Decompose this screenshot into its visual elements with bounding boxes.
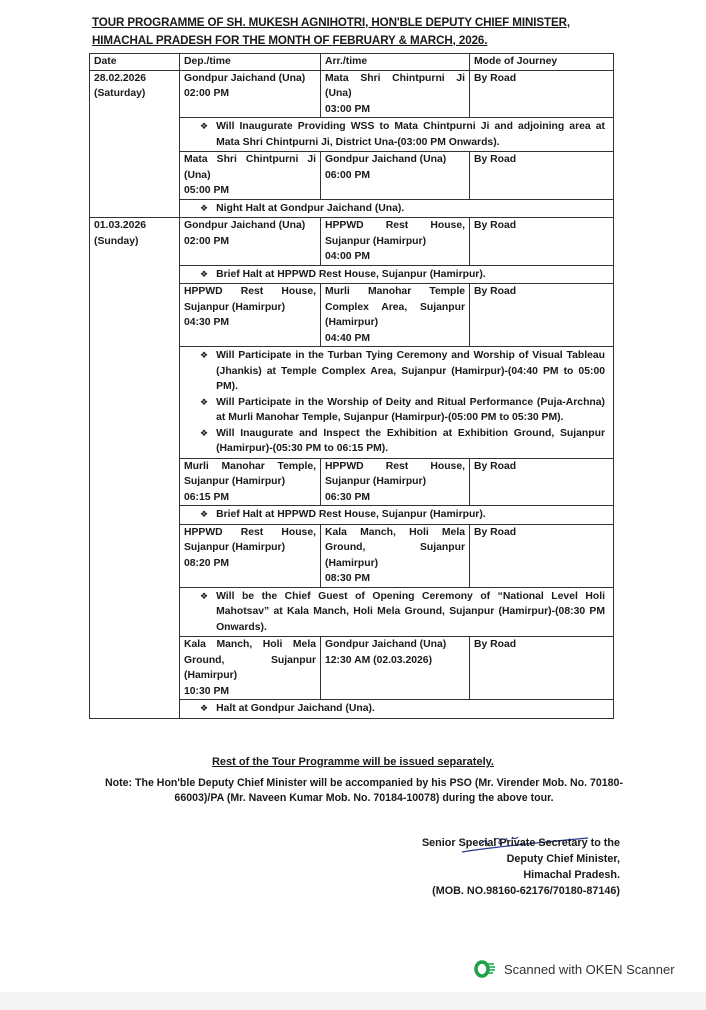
arrival-cell — [321, 458, 470, 506]
mode-cell: By Road — [470, 284, 614, 347]
accompaniment-note: Note: The Hon'ble Deputy Chief Minister will be accompanied by his PSO (Mr. Virender Mob. No. 70180-66003)/PA (Mr. Naveen Kumar Mob. No. 70184-10078) during the above tour. — [105, 777, 623, 804]
journey-row — [90, 524, 614, 587]
time-value: 06:15 PM — [184, 491, 230, 503]
scanner-watermark — [474, 960, 675, 978]
place-name: Kala Manch, Holi Mela Ground, Sujanpur (Hamirpur) — [325, 526, 465, 569]
departure-cell — [180, 70, 321, 118]
column-header: Dep./time — [180, 54, 321, 71]
time-value: 08:30 PM — [325, 573, 371, 584]
departure-cell — [180, 152, 321, 200]
activity-cell — [180, 700, 614, 719]
time-value: 02:00 PM — [184, 235, 230, 247]
time-value: 06:30 PM — [325, 491, 371, 503]
activity-text: Night Halt at Gondpur Jaichand (Una). — [216, 202, 405, 214]
arrival-cell — [321, 152, 470, 200]
date-cell — [90, 458, 180, 506]
tour-schedule-table — [89, 53, 614, 719]
arrival-cell — [321, 284, 470, 347]
note-row — [90, 265, 614, 284]
activity-cell — [180, 265, 614, 284]
place-name: Gondpur Jaichand (Una) — [184, 220, 306, 231]
date-cell — [90, 637, 180, 700]
activity-cell — [180, 587, 614, 637]
table-header-row — [90, 54, 614, 71]
column-header: Date — [90, 54, 180, 71]
column-header: Arr./time — [321, 54, 470, 71]
arrival-cell — [321, 524, 470, 587]
diamond-dots-icon: ❖ — [200, 703, 209, 713]
signatory-designation: Senior Special Private Secretary to the — [421, 837, 620, 849]
departure-cell — [180, 218, 321, 266]
date-cell — [90, 70, 180, 118]
time-value: 10:30 PM — [184, 685, 230, 697]
activity-cell — [180, 506, 614, 525]
activity-item — [200, 507, 605, 523]
time-value: 04:00 PM — [325, 251, 371, 262]
diamond-dots-icon: ❖ — [200, 202, 209, 213]
place-name: Kala Manch, Holi Mela Ground, Sujanpur (Hamirpur) — [184, 639, 316, 681]
mode-cell: By Road — [470, 70, 614, 118]
diamond-dots-icon: ❖ — [200, 396, 209, 407]
place-name: Mata Shri Chintpurni Ji (Una) — [184, 154, 316, 181]
activity-cell — [180, 347, 614, 459]
activity-item — [200, 201, 605, 217]
diamond-dots-icon: ❖ — [200, 427, 209, 438]
place-name: Gondpur Jaichand (Una) — [325, 154, 447, 165]
mode-cell: By Road — [470, 637, 614, 700]
document-title: TOUR PROGRAMME OF SH. MUKESH AGNIHOTRI, HON'BLE DEPUTY CHIEF MINISTER, HIMACHAL PRADESH FOR THE MONTH OF FEBRUARY & MARCH, 2026. — [92, 16, 570, 47]
date-cell — [90, 284, 180, 347]
place-name: Murli Manohar Temple, Sujanpur (Hamirpur) — [184, 460, 316, 487]
date-cell — [90, 152, 180, 200]
diamond-dots-icon: ❖ — [200, 121, 209, 131]
scanner-label: Scanned with OKEN Scanner — [504, 961, 675, 977]
place-name: Gondpur Jaichand (Una) — [325, 639, 447, 650]
arrival-cell — [321, 70, 470, 118]
journey-row — [90, 458, 614, 506]
departure-cell — [180, 524, 321, 587]
date-cell — [90, 265, 180, 284]
note-row — [90, 587, 614, 637]
journey-row — [90, 70, 614, 118]
note-row — [90, 506, 614, 525]
place-name: Murli Manohar Temple Complex Area, Sujanpur (Hamirpur) — [325, 286, 465, 328]
note-row — [90, 118, 614, 152]
time-value: 08:20 PM — [184, 557, 230, 569]
rest-of-programme-notice: Rest of the Tour Programme will be issued separately. — [211, 756, 494, 768]
diamond-dots-icon: ❖ — [200, 268, 209, 279]
signatory-phone: (MOB. NO.98160-62176/70180-87146) — [432, 885, 620, 897]
place-name: HPPWD Rest House, Sujanpur (Hamirpur) — [184, 286, 316, 313]
place-name: HPPWD Rest House, Sujanpur (Hamirpur) — [184, 526, 316, 553]
time-value: 04:40 PM — [325, 332, 371, 344]
date-cell — [90, 218, 180, 266]
date-cell — [90, 506, 180, 525]
departure-cell — [180, 637, 321, 700]
time-value: 12:30 AM (02.03.2026) — [325, 654, 433, 666]
departure-cell — [180, 458, 321, 506]
diamond-dots-icon: ❖ — [200, 590, 209, 601]
day-name: (Sunday) — [94, 235, 139, 247]
note-row — [90, 347, 614, 459]
date-cell — [90, 199, 180, 218]
activity-cell — [180, 118, 614, 152]
signatory-block — [395, 835, 620, 899]
date-cell — [90, 700, 180, 719]
day-name: (Saturday) — [94, 88, 146, 99]
signatory-office: Deputy Chief Minister, — [506, 853, 620, 865]
time-value: 06:00 PM — [325, 169, 371, 181]
activity-text: Will Participate in the Turban Tying Ceremony and Worship of Visual Tableau (Jhankis) at Temple Complex Area, Sujanpur (Hamirpur)-(04:40 PM to 05:00 PM). — [216, 350, 605, 392]
oken-logo-icon — [474, 960, 496, 978]
activity-text: Will Inaugurate Providing WSS to Mata Chintpurni Ji and adjoining area at Mata Shri Chintpurni Ji, District Una-(03:00 PM Onwards). — [216, 121, 605, 148]
time-value: 03:00 PM — [325, 103, 371, 115]
time-value: 02:00 PM — [184, 88, 230, 99]
activity-text: Will Participate in the Worship of Deity and Ritual Performance (Puja-Archna) at Murli Manohar Temple, Sujanpur (Hamirpur)-(05:00 PM to 05:30 PM). — [216, 396, 605, 423]
activity-item — [200, 119, 605, 150]
diamond-dots-icon: ❖ — [200, 509, 209, 519]
date-value: 28.02.2026 — [94, 72, 147, 84]
activity-item — [200, 348, 605, 395]
arrival-cell — [321, 218, 470, 266]
arrival-cell — [321, 637, 470, 700]
date-value: 01.03.2026 — [94, 220, 147, 231]
place-name: Mata Shri Chintpurni Ji (Una) — [325, 72, 465, 99]
activity-item — [200, 426, 605, 457]
place-name: HPPWD Rest House, Sujanpur (Hamirpur) — [325, 460, 465, 487]
activity-cell — [180, 199, 614, 218]
journey-row — [90, 284, 614, 347]
time-value: 05:00 PM — [184, 185, 230, 196]
activity-item — [200, 701, 605, 717]
date-cell — [90, 524, 180, 587]
journey-row — [90, 637, 614, 700]
departure-cell — [180, 284, 321, 347]
activity-text: Will Inaugurate and Inspect the Exhibition at Exhibition Ground, Sujanpur (Hamirpur)-(05:30 PM to 06:15 PM). — [216, 427, 605, 454]
activity-item — [200, 395, 605, 426]
note-row — [90, 700, 614, 719]
date-cell — [90, 118, 180, 152]
mode-cell: By Road — [470, 218, 614, 266]
date-cell — [90, 347, 180, 459]
mode-cell: By Road — [470, 152, 614, 200]
note-row — [90, 199, 614, 218]
date-cell — [90, 587, 180, 637]
activity-text: Halt at Gondpur Jaichand (Una). — [216, 703, 375, 714]
mode-cell: By Road — [470, 524, 614, 587]
place-name: Gondpur Jaichand (Una) — [184, 72, 306, 84]
activity-item — [200, 267, 605, 283]
column-header: Mode of Journey — [470, 54, 614, 71]
activity-text: Brief Halt at HPPWD Rest House, Sujanpur (Hamirpur). — [216, 509, 486, 520]
footer-strip — [0, 992, 706, 1010]
time-value: 04:30 PM — [184, 317, 230, 328]
activity-text: Brief Halt at HPPWD Rest House, Sujanpur (Hamirpur). — [216, 268, 486, 280]
mode-cell: By Road — [470, 458, 614, 506]
diamond-dots-icon: ❖ — [200, 350, 209, 360]
activity-item — [200, 589, 605, 636]
signatory-state: Himachal Pradesh. — [523, 869, 620, 881]
place-name: HPPWD Rest House, Sujanpur (Hamirpur) — [325, 220, 465, 247]
activity-text: Will be the Chief Guest of Opening Ceremony of “National Level Holi Mahotsav” at Kala Manch, Holi Mela Ground, Sujanpur (Hamirpur)-(08:30 PM Onwards). — [216, 590, 605, 633]
journey-row — [90, 218, 614, 266]
journey-row — [90, 152, 614, 200]
